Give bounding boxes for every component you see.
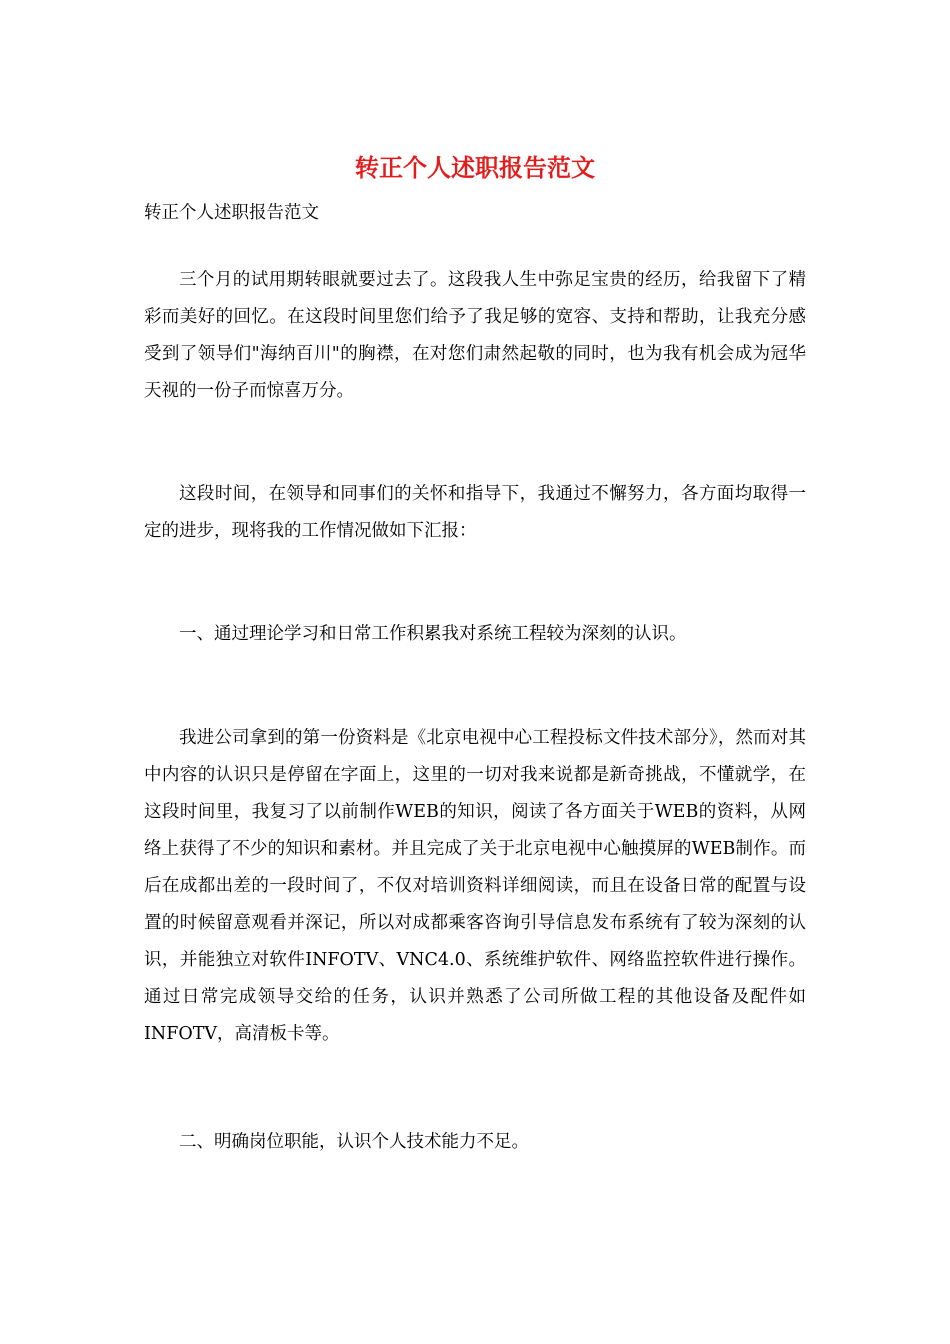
paragraph-intro: 三个月的试用期转眼就要过去了。这段我人生中弥足宝贵的经历，给我留下了精彩而美好的回忆。在这段时间里您们给予了我足够的宽容、支持和帮助，让我充分感受到了领导们"海纳百川"的胸襟，在对您们肃然起敬的同时，也为我有机会成为冠华天视的一份子而惊喜万分。 [144,270,806,401]
section-heading-2: 二、明确岗位职能，认识个人技术能力不足。 [179,1132,529,1152]
paragraph-overview: 这段时间，在领导和同事们的关怀和指导下，我通过不懈努力，各方面均取得一定的进步，现将我的工作情况做如下汇报： [144,484,806,541]
paragraph-section-1-body: 我进公司拿到的第一份资料是《北京电视中心工程投标文件技术部分》，然而对其中内容的认识只是停留在字面上，这里的一切对我来说都是新奇挑战，不懂就学，在这段时间里，我复习了以前制作WEB的知识，阅读了各方面关于WEB的资料，从网络上获得了不少的知识和素材。并且完成了关于北京电视中心触摸屏的WEB制作。而后在成都出差的一段时间了，不仅对培训资料详细阅读，而且在设备日常的配置与设置的时候留意观看并深记，所以对成都乘客咨询引导信息发布系统有了较为深刻的认识，并能独立对软件INFOTV、VNC4.0、系统维护软件、网络监控软件进行操作。通过日常完成领导交给的任务，认识并熟悉了公司所做工程的其他设备及配件如INFOTV，高清板卡等。 [144,728,806,1044]
document-subtitle: 转正个人述职报告范文 [144,203,319,223]
document-title: 转正个人述职报告范文 [355,153,595,182]
section-heading-1: 一、通过理论学习和日常工作积累我对系统工程较为深刻的认识。 [179,624,687,644]
